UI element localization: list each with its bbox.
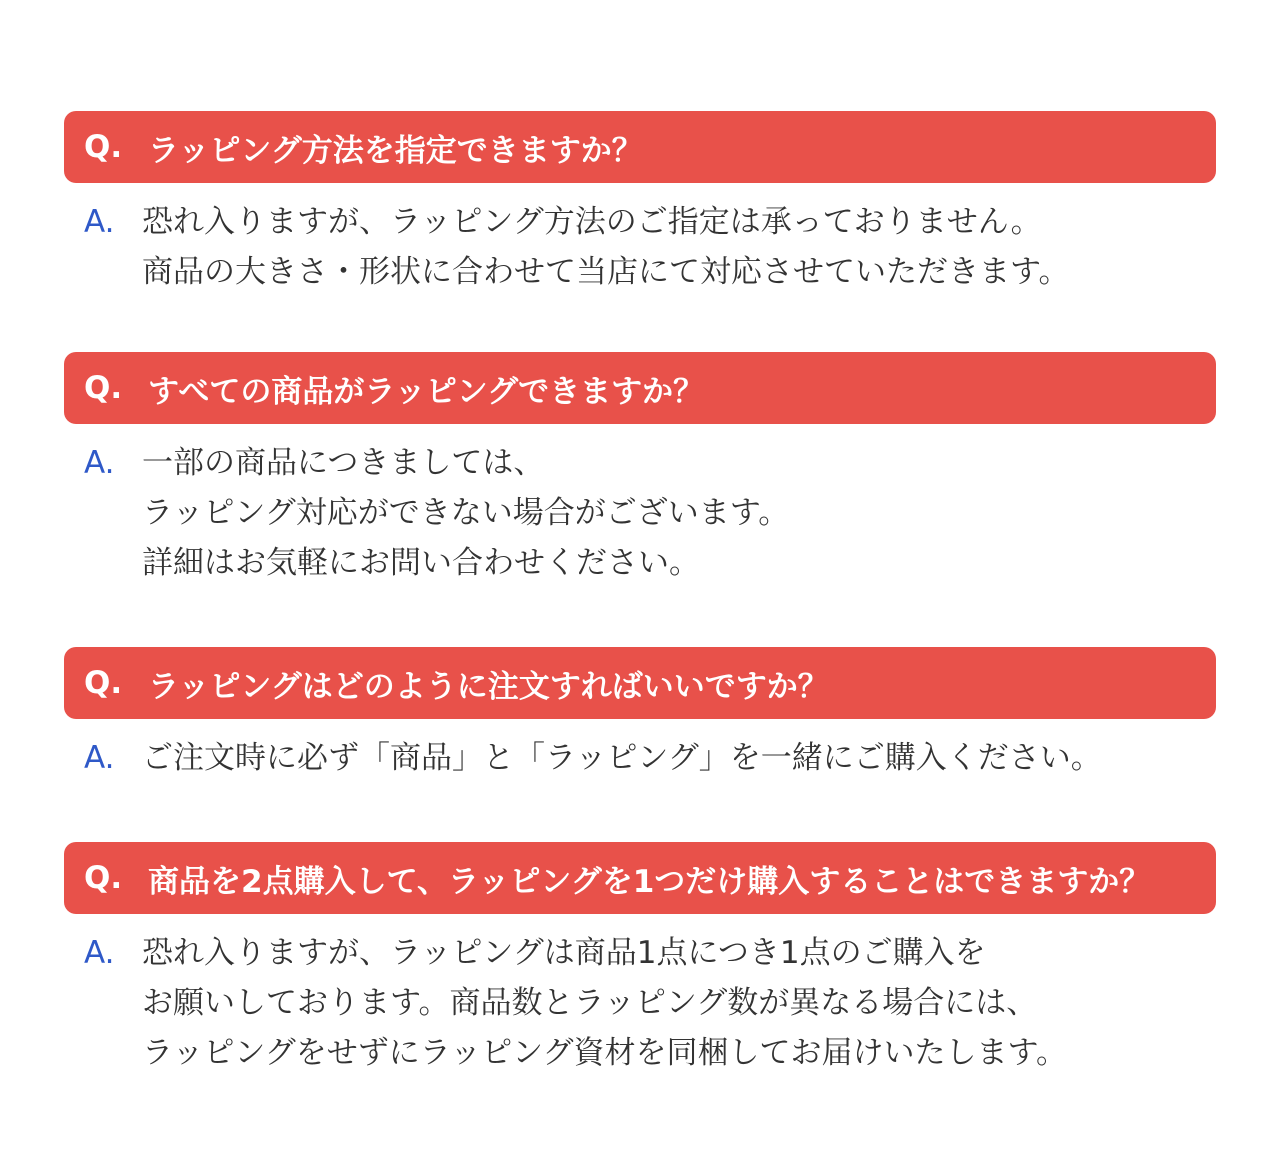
- answer-text: [142, 733, 1216, 783]
- faq-item: [64, 352, 1216, 588]
- answer-text: [142, 438, 1216, 588]
- question-text: ラッピング方法を指定できますか？: [148, 132, 643, 169]
- answer-text: [142, 197, 1216, 297]
- answer-line: 一部の商品につきましては、: [142, 445, 545, 481]
- faq-item: [64, 842, 1216, 1078]
- question-bar: [64, 352, 1216, 424]
- question-mark-label: Q.: [84, 665, 123, 701]
- question-text: ラッピングはどのように注文すればいいですか？: [148, 668, 829, 705]
- answer: [64, 438, 1216, 588]
- answer-mark-label: A.: [84, 204, 115, 240]
- answer: [64, 733, 1216, 783]
- answer-mark-label: A.: [84, 445, 115, 481]
- answer-line: ラッピング対応ができない場合がございます。: [142, 495, 790, 531]
- answer-mark-label: A.: [84, 740, 115, 776]
- answer-line: お願いしております。商品数とラッピング数が異なる場合には、: [142, 985, 1038, 1021]
- answer-mark-label: A.: [84, 935, 115, 971]
- question-bar: [64, 111, 1216, 183]
- answer-line: ラッピングをせずにラッピング資材を同梱してお届けいたします。: [142, 1035, 1068, 1071]
- question-mark-label: Q.: [84, 860, 123, 896]
- question-text: 商品を2点購入して、ラッピングを1つだけ購入することはできますか？: [148, 863, 1151, 900]
- question-text: すべての商品がラッピングできますか？: [148, 373, 705, 410]
- question-bar: [64, 842, 1216, 914]
- answer: [64, 197, 1216, 297]
- faq-item: [64, 111, 1216, 297]
- question-mark-label: Q.: [84, 129, 123, 165]
- answer-line: 詳細はお気軽にお問い合わせください。: [142, 545, 700, 581]
- answer: [64, 928, 1216, 1078]
- answer-line: 恐れ入りますが、ラッピングは商品1点につき1点のご購入を: [142, 935, 986, 971]
- answer-line: ご注文時に必ず「商品」と「ラッピング」を一緒にご購入ください。: [142, 740, 1102, 776]
- question-mark-label: Q.: [84, 370, 123, 406]
- answer-line: 恐れ入りますが、ラッピング方法のご指定は承っておりません。: [142, 204, 1042, 240]
- question-bar: [64, 647, 1216, 719]
- answer-line: 商品の大きさ・形状に合わせて当店にて対応させていただきます。: [142, 254, 1070, 290]
- answer-text: [142, 928, 1216, 1078]
- faq-item: [64, 647, 1216, 783]
